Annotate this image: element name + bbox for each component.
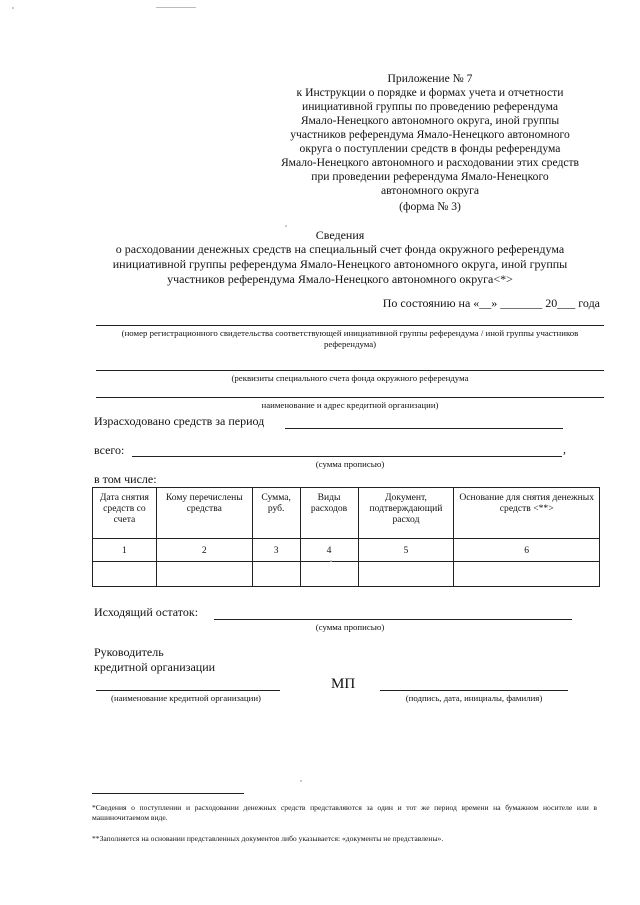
table-cell-empty[interactable] xyxy=(156,562,252,587)
head-label-2: кредитной организации xyxy=(94,660,216,674)
appendix-line-3: Ямало-Ненецкого автономного округа, иной группы xyxy=(300,114,560,127)
col-header-date: Дата снятия средств со счета xyxy=(93,488,157,539)
document-heading: Сведения xyxy=(315,228,365,242)
table-cell: 1 xyxy=(93,539,157,562)
table-cell: 6 xyxy=(454,539,600,562)
col-header-document: Документ, подтверждающий расход xyxy=(358,488,454,539)
stamp-place: МП xyxy=(331,676,356,692)
table-cell-empty[interactable] xyxy=(93,562,157,587)
table-cell-empty[interactable] xyxy=(454,562,600,587)
registration-line[interactable] xyxy=(96,325,604,326)
total-label: всего: xyxy=(94,443,125,457)
scan-speck xyxy=(156,7,196,8)
signature-caption: (подпись, дата, инициалы, фамилия) xyxy=(405,693,543,703)
total-caption: (сумма прописью) xyxy=(315,459,385,469)
appendix-line-6: Ямало-Ненецкого автономного и расходовании этих средств xyxy=(280,156,580,169)
spent-label: Израсходовано средств за период xyxy=(94,414,265,428)
bank-caption: наименование и адрес кредитной организации) xyxy=(261,400,439,410)
document-title-line-1: о расходовании денежных средств на специальный счет фонда окружного референдума xyxy=(115,242,565,256)
bank-name-line[interactable] xyxy=(96,690,280,691)
table-cell-empty[interactable] xyxy=(252,562,300,587)
scan-speck xyxy=(12,7,14,9)
account-caption: (реквизиты специального счета фонда окружного референдума xyxy=(231,373,469,383)
col-header-sum: Сумма, руб. xyxy=(252,488,300,539)
appendix-line-5: округа о поступлении средств в фонды референдума xyxy=(299,142,561,155)
remainder-caption: (сумма прописью) xyxy=(315,622,385,632)
expenses-table xyxy=(92,487,600,587)
col-header-recipient: Кому перечислены средства xyxy=(156,488,252,539)
col-header-basis: Основание для снятия денежных средств <**> xyxy=(454,488,600,539)
spent-period-line[interactable] xyxy=(285,428,563,429)
footnote-divider xyxy=(92,793,244,794)
document-title-line-2: инициативной группы референдума Ямало-Ненецкого автономного округа, иной группы xyxy=(112,257,568,271)
table-header-row xyxy=(93,488,600,539)
bank-line[interactable] xyxy=(96,397,604,398)
table-cell: 3 xyxy=(252,539,300,562)
table-cell-empty[interactable] xyxy=(358,562,454,587)
account-line[interactable] xyxy=(96,370,604,371)
head-label-1: Руководитель xyxy=(94,645,164,659)
table-cell: 2 xyxy=(156,539,252,562)
signature-line[interactable] xyxy=(380,690,568,691)
appendix-line-7: при проведении референдума Ямало-Ненецкого xyxy=(311,170,549,183)
total-line[interactable] xyxy=(132,456,562,457)
table-number-row xyxy=(93,539,600,562)
table-row[interactable] xyxy=(93,562,600,587)
appendix-line-4: участников референдума Ямало-Ненецкого автономного xyxy=(290,128,570,141)
footnote-2: **Заполняется на основании представленных документов либо указывается: «документы не представлены». xyxy=(92,834,444,843)
table-cell-empty[interactable] xyxy=(300,562,358,587)
scan-speck xyxy=(300,780,302,782)
form-number: (форма № 3) xyxy=(399,200,461,213)
state-date: По состоянию на «__» _______ 20___ года xyxy=(382,296,600,310)
footnote-1: *Сведения о поступлении и расходовании денежных средств представляются за один и тот же период времени на бумажном носителе или в машиночитаемом виде. xyxy=(92,803,597,822)
including-label: в том числе: xyxy=(94,472,157,486)
scan-speck xyxy=(330,560,332,562)
remainder-label: Исходящий остаток: xyxy=(94,605,199,619)
registration-caption: (номер регистрационного свидетельства соответствующей инициативной группы референдума / иной группы участников референдума) xyxy=(121,328,579,349)
total-comma: , xyxy=(563,442,566,456)
appendix-title: Приложение № 7 xyxy=(387,72,473,85)
appendix-line-2: инициативной группы по проведению референдума xyxy=(302,100,558,113)
appendix-line-8: автономного округа xyxy=(380,184,480,197)
remainder-line[interactable] xyxy=(214,619,572,620)
scan-speck xyxy=(285,225,287,227)
table-cell: 5 xyxy=(358,539,454,562)
col-header-type: Виды расходов xyxy=(300,488,358,539)
document-title-line-3: участников референдума Ямало-Ненецкого автономного округа<*> xyxy=(167,272,513,286)
appendix-line-1: к Инструкции о порядке и формах учета и отчетности xyxy=(296,86,564,99)
table-cell: 4 xyxy=(300,539,358,562)
bank-name-caption: (наименование кредитной организации) xyxy=(111,693,261,703)
